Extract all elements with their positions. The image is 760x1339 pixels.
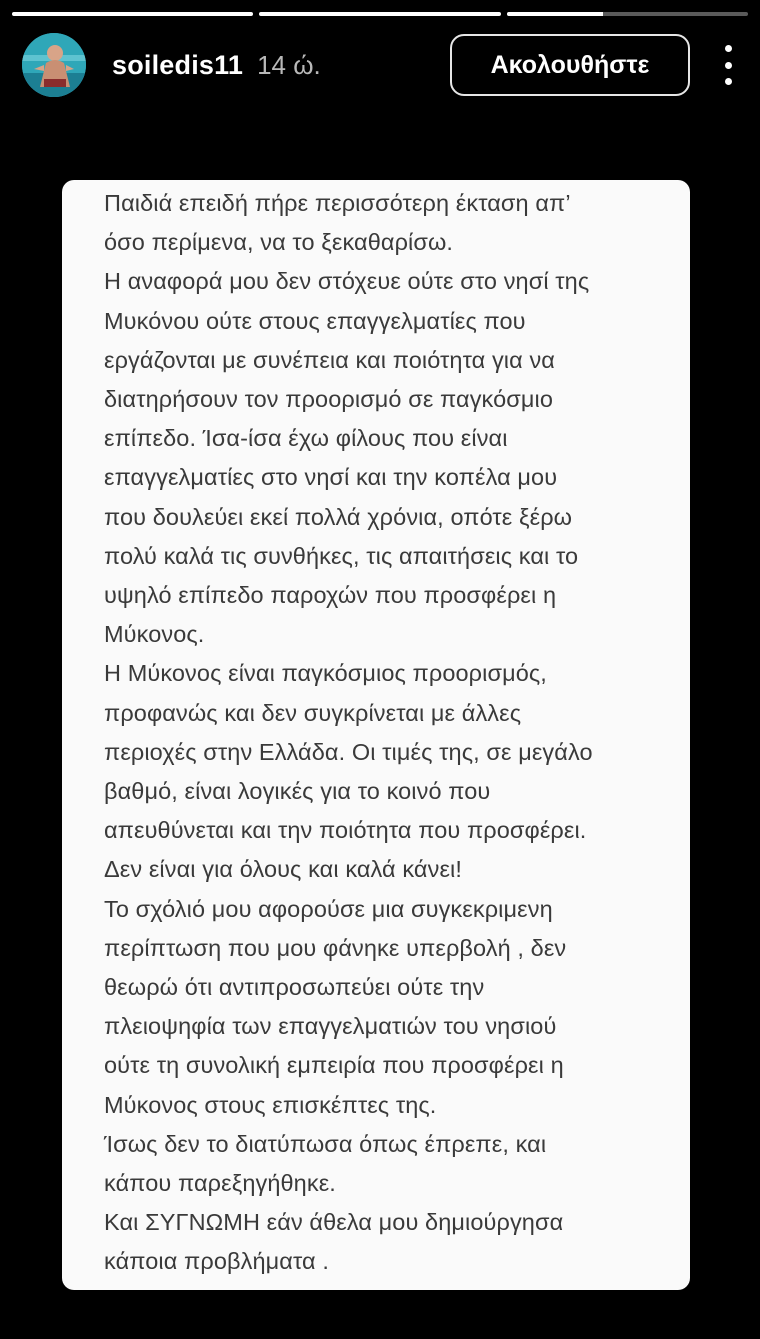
avatar-photo [22,33,86,97]
text-line: απευθύνεται και την ποιότητα που προσφέρει. [104,817,587,844]
text-line: εργάζονται με συνέπεια και ποιότητα για να [104,346,555,373]
text-line: περιοχές στην Ελλάδα. Οι τιμές της, σε μεγάλο [104,738,593,765]
text-line: που δουλεύει εκεί πολλά χρόνια, οπότε ξέρω [104,503,573,530]
progress-segment-2 [259,12,500,16]
text-line: πλειοψηφία των επαγγελματιών του νησιού [104,1013,557,1040]
text-line: προφανώς και δεν συγκρίνεται με άλλες [104,699,522,726]
text-line: βαθμό, είναι λογικές για το κοινό που [104,778,491,805]
avatar[interactable] [22,33,86,97]
progress-segment-1 [12,12,253,16]
text-line: ούτε τη συνολική εμπειρία που προσφέρει η [104,1052,564,1079]
story-header [22,32,738,98]
text-line: περίπτωση που μου φάνηκε υπερβολή , δεν [104,934,567,961]
story-progress-bar [12,12,748,16]
text-line: Η αναφορά μου δεν στόχευε ούτε στο νησί της [104,268,590,295]
progress-segment-3 [507,12,748,16]
text-line: επαγγελματίες στο νησί και την κοπέλα μου [104,464,558,491]
more-dot [725,62,732,69]
text-line: Και ΣΥΓΝΩΜΗ εάν άθελα μου δημιούργησα [104,1209,564,1236]
text-line: όσο περίμενα, να το ξεκαθαρίσω. [104,229,454,256]
text-line: Δεν είναι για όλους και καλά κάνει! [104,856,462,883]
text-line: κάποια προβλήματα . [104,1248,329,1275]
text-line: Ίσως δεν το διατύπωσα όπως έπρεπε, και [104,1130,547,1157]
text-line: Μύκονος. [104,621,205,648]
text-line: Το σχόλιό μου αφορούσε μια συγκεκριμενη [104,895,553,922]
story-text-card [62,180,690,1290]
post-time: 14 ώ. [257,49,321,80]
more-dot [725,45,732,52]
text-line: υψηλό επίπεδο παροχών που προσφέρει η [104,582,557,609]
username[interactable]: soiledis11 [112,49,244,80]
text-line: Η Μύκονος είναι παγκόσμιος προορισμός, [104,660,547,687]
text-line: Μυκόνου ούτε στους επαγγελματίες που [104,307,526,334]
text-line: Παιδιά επειδή πήρε περισσότερη έκταση απ’ [104,190,571,216]
more-dot [725,78,732,85]
text-line: θεωρώ ότι αντιπροσωπεύει ούτε την [104,974,485,1001]
text-line: κάπου παρεξηγήθηκε. [104,1170,336,1197]
more-vertical-icon[interactable] [718,45,738,85]
text-line: διατηρήσουν τον προορισμό σε παγκόσμιο [104,386,554,413]
text-line: επίπεδο. Ίσα-ίσα έχω φίλους που είναι [104,425,508,452]
text-line: Μύκονος στους επισκέπτες της. [104,1091,437,1118]
text-line: πολύ καλά τις συνθήκες, τις απαιτήσεις και το [104,542,579,569]
follow-button[interactable]: Ακολουθήστε [450,34,690,96]
